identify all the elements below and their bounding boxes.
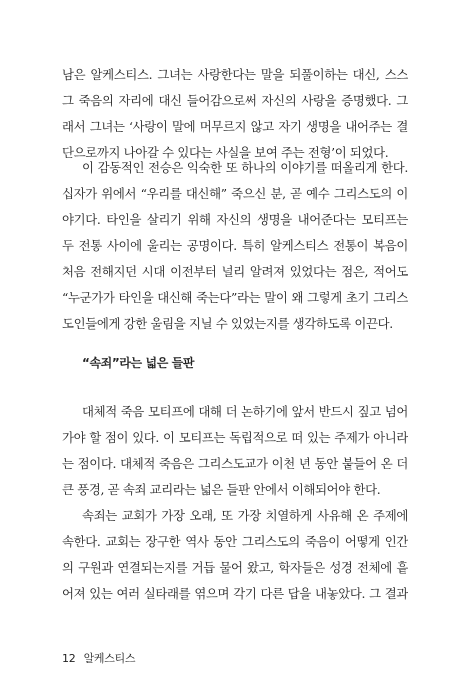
text-line: 속죄는 교회가 가장 오래, 또 가장 치열하게 사유해 온 주제에 bbox=[82, 508, 408, 523]
text-line: 야기다. 타인을 살리기 위해 자신의 생명을 내어준다는 모티프는 bbox=[62, 212, 408, 227]
page-footer bbox=[62, 652, 135, 666]
text-line: 남은 알케스티스. 그녀는 사랑한다는 말을 되풀이하는 대신, 스스 bbox=[62, 67, 408, 82]
text-line: 단으로까지 나아갈 수 있다는 사실을 보여 주는 전형’이 되었다. bbox=[62, 145, 389, 160]
text-line: 는 점이다. 대체적 죽음은 그리스도교가 이천 년 동안 붙들어 온 더 bbox=[62, 456, 408, 471]
text-line: 그 죽음의 자리에 대신 들어감으로써 자신의 사랑을 증명했다. 그 bbox=[62, 93, 408, 108]
text-line: 십자가 위에서 “우리를 대신해” 죽으신 분, 곧 예수 그리스도의 이 bbox=[62, 186, 408, 201]
text-line: 속한다. 교회는 장구한 역사 동안 그리스도의 죽음이 어떻게 인간 bbox=[62, 534, 408, 549]
text-line: 두 전통 사이에 울리는 공명이다. 특히 알케스티스 전통이 복음이 bbox=[62, 238, 408, 253]
text-line: 어져 있는 여러 실타래를 엮으며 각기 다른 답을 내놓았다. 그 결과 bbox=[62, 586, 408, 601]
section-heading: “속죄”라는 넓은 들판 bbox=[82, 356, 195, 370]
text-line: 큰 풍경, 곧 속죄 교리라는 넓은 들판 안에서 이해되어야 한다. bbox=[62, 482, 381, 497]
text-line: 대체적 죽음 모티프에 대해 더 논하기에 앞서 반드시 짚고 넘어 bbox=[82, 404, 408, 419]
text-line: 의 구원과 연결되는지를 거듭 물어 왔고, 학자들은 성경 전체에 흩 bbox=[62, 560, 408, 575]
page-number: 12 bbox=[62, 652, 76, 665]
text-line: 가야 할 점이 있다. 이 모티프는 독립적으로 떠 있는 주제가 아니라 bbox=[62, 430, 408, 445]
running-title: 알케스티스 bbox=[83, 652, 136, 665]
text-line: 도인들에게 강한 울림을 지닐 수 있었는지를 생각하도록 이끈다. bbox=[62, 316, 393, 331]
text-line: 래서 그녀는 ‘사랑이 말에 머무르지 않고 자기 생명을 내어주는 결 bbox=[62, 119, 408, 134]
text-line: “누군가가 타인을 대신해 죽는다”라는 말이 왜 그렇게 초기 그리스 bbox=[62, 290, 408, 305]
text-line: 처음 전해지던 시대 이전부터 널리 알려져 있었다는 점은, 적어도 bbox=[62, 264, 408, 279]
text-line: 이 감동적인 전승은 익숙한 또 하나의 이야기를 떠올리게 한다. bbox=[82, 160, 408, 175]
